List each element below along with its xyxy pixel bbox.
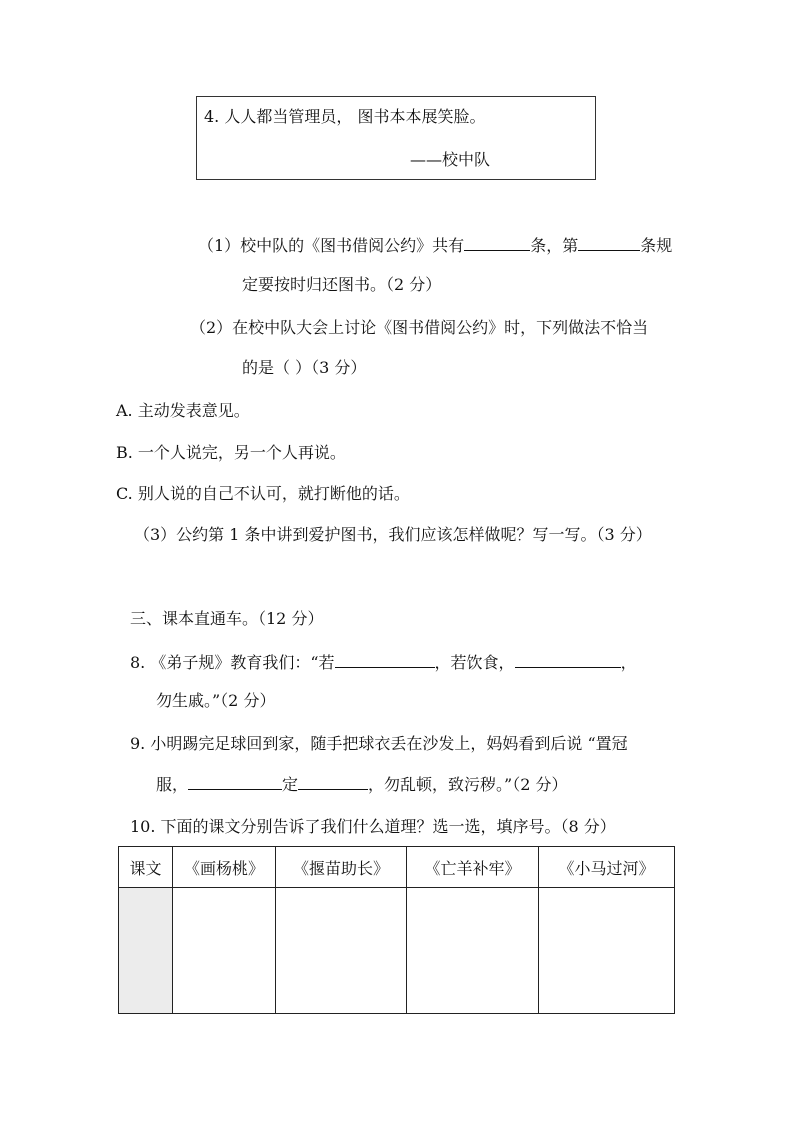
course-table	[118, 846, 675, 1014]
question-1-text-a: （1）校中队的《图书借阅公约》共有	[198, 236, 465, 255]
question-8-text-c: ，	[620, 653, 637, 672]
question-1-line-2: 定要按时归还图书。（2 分）	[242, 275, 442, 294]
answer-cell[interactable]	[539, 888, 675, 1014]
answer-blank[interactable]	[335, 651, 435, 668]
option-b: B. 一个人说完，另一个人再说。	[116, 443, 346, 462]
option-a: A. 主动发表意见。	[116, 401, 250, 420]
motto-text: 4. 人人都当管理员， 图书本本展笑脸。	[204, 107, 486, 126]
question-9-line-2	[156, 773, 567, 796]
table-row	[119, 888, 675, 1014]
question-10: 10. 下面的课文分别告诉了我们什么道理？选一选，填序号。（8 分）	[130, 817, 616, 836]
answer-blank[interactable]	[188, 773, 282, 790]
motto-signature: ——校中队	[410, 150, 491, 169]
section-heading: 三、课本直通车。（12 分）	[130, 609, 324, 628]
table-header-cell: 《小马过河》	[539, 847, 675, 888]
answer-blank[interactable]	[578, 234, 640, 251]
table-header-cell: 课文	[119, 847, 173, 888]
question-8	[130, 651, 637, 674]
question-2-line-2: 的是（ ）（3 分）	[242, 358, 367, 377]
table-cell-shaded	[119, 888, 173, 1014]
table-header-row	[119, 847, 675, 888]
answer-cell[interactable]	[173, 888, 276, 1014]
answer-blank[interactable]	[515, 651, 621, 668]
question-1-text-b: 条，第	[530, 236, 579, 255]
answer-cell[interactable]	[276, 888, 407, 1014]
question-2: （2）在校中队大会上讨论《图书借阅公约》时，下列做法不恰当	[190, 318, 649, 337]
question-8-text-b: ，若饮食，	[434, 653, 515, 672]
question-1	[198, 234, 672, 257]
question-8-text-a: 8. 《弟子规》教育我们：“若	[130, 653, 335, 672]
question-9-text-b: 定	[282, 775, 299, 794]
answer-blank[interactable]	[464, 234, 530, 251]
table-header-cell: 《画杨桃》	[173, 847, 276, 888]
answer-cell[interactable]	[407, 888, 539, 1014]
question-9: 9. 小明踢完足球回到家，随手把球衣丢在沙发上，妈妈看到后说 “置冠	[130, 734, 628, 753]
question-3: （3）公约第 1 条中讲到爱护图书，我们应该怎样做呢？写一写。（3 分）	[134, 525, 652, 544]
answer-blank[interactable]	[298, 773, 368, 790]
option-c: C. 别人说的自己不认可，就打断他的话。	[116, 484, 410, 503]
question-9-text-c: ，勿乱顿，致污秽。”（2 分）	[368, 775, 568, 794]
question-1-text-c: 条规	[640, 236, 673, 255]
question-9-text-a: 服，	[156, 775, 189, 794]
question-8-line-2: 勿生戚。”（2 分）	[156, 691, 276, 710]
table-header-cell: 《亡羊补牢》	[407, 847, 539, 888]
table-header-cell: 《揠苗助长》	[276, 847, 407, 888]
